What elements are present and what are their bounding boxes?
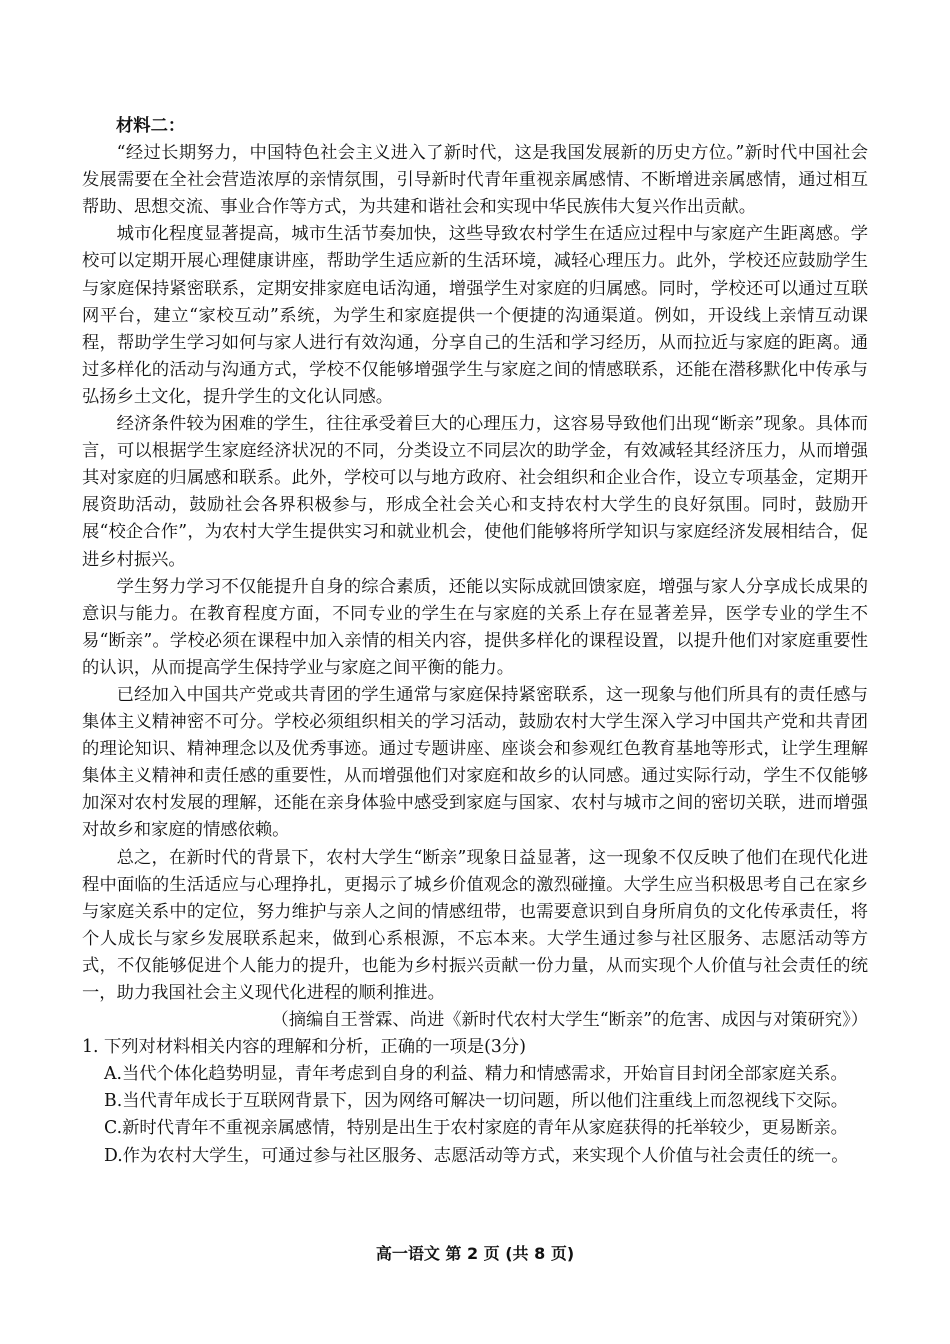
option-b-text: 当代青年成长于互联网背景下，因为网络可解决一切问题，所以他们注重线上而忽视线下交际。 — [122, 1091, 849, 1112]
paragraph-4: 学生努力学习不仅能提升自身的综合素质，还能以实际成就回馈家庭，增强与家人分享成长成果的意识与能力。在教育程度方面，不同专业的学生在与家庭的关系上存在显著差异，医学专业的学生不易“断亲”。学校必须在课程中加入亲情的相关内容，提供多样化的课程设置，以提升他们对家庭重要性的认识，从而提高学生保持学业与家庭之间平衡的能力。 — [82, 576, 868, 678]
option-d[interactable] — [104, 1143, 868, 1170]
option-d-text: 作为农村大学生，可通过参与社区服务、志愿活动等方式，来实现个人价值与社会责任的统一。 — [122, 1145, 849, 1166]
paragraph-3: 经济条件较为困难的学生，往往承受着巨大的心理压力，这容易导致他们出现“断亲”现象。具体而言，可以根据学生家庭经济状况的不同，分类设立不同层次的助学金，有效减轻其经济压力，从而增强其对家庭的归属感和联系。此外，学校可以与地方政府、社会组织和企业合作，设立专项基金，定期开展资助活动，鼓励社会各界积极参与，形成全社会关心和支持农村大学生的良好氛围。同时，鼓励开展“校企合作”，为农村大学生提供实习和就业机会，使他们能够将所学知识与家庭经济发展相结合，促进乡村振兴。 — [82, 414, 868, 570]
page-content — [82, 113, 868, 1170]
paragraph-6: 总之，在新时代的背景下，农村大学生“断亲”现象日益显著，这一现象不仅反映了他们在现代化进程中面临的生活适应与心理挣扎，更揭示了城乡价值观念的激烈碰撞。大学生应当积极思考自己在家乡与家庭关系中的定位，努力维护与亲人之间的情感纽带，也需要意识到自身所肩负的文化传承责任，将个人成长与家乡发展联系起来，做到心系根源，不忘本来。大学生通过参与社区服务、志愿活动等方式，不仅能够促进个人能力的提升，也能为乡村振兴贡献一份力量，从而实现个人价值与社会责任的统一，助力我国社会主义现代化进程的顺利推进。 — [82, 847, 868, 1003]
option-c-letter: C. — [104, 1118, 123, 1139]
option-d-letter: D. — [104, 1145, 123, 1166]
paragraph-2: 城市化程度显著提高，城市生活节奏加快，这些导致农村学生在适应过程中与家庭产生距离感。学校可以定期开展心理健康讲座，帮助学生适应新的生活环境，减轻心理压力。此外，学校还应鼓励学生与家庭保持紧密联系，定期安排家庭电话沟通，增强学生对家庭的归属感。同时，学校还可以通过互联网平台，建立“家校互动”系统，为学生和家庭提供一个便捷的沟通渠道。例如，开设线上亲情互动课程，帮助学生学习如何与家人进行有效沟通，分享自己的生活和学习经历，从而拉近与家庭的距离。通过多样化的活动与沟通方式，学校不仅能够增强学生与家庭之间的情感联系，还能在潜移默化中传承与弘扬乡土文化，提升学生的文化认同感。 — [82, 224, 868, 407]
option-b-letter: B. — [104, 1091, 123, 1112]
question-stem: 1. 下列对材料相关内容的理解和分析，正确的一项是(3分) — [82, 1037, 526, 1058]
option-a-letter: A. — [104, 1064, 122, 1085]
source-citation: （摘编自王誉霖、尚进《新时代农村大学生“断亲”的危害、成因与对策研究》） — [271, 1010, 868, 1031]
option-a[interactable] — [104, 1061, 868, 1088]
option-c[interactable] — [104, 1115, 868, 1142]
option-a-text: 当代个体化趋势明显，青年考虑到自身的利益、精力和情感需求，开始盲目封闭全部家庭关系。 — [121, 1064, 848, 1085]
page-footer: 高一语文 第 2 页 (共 8 页) — [375, 1244, 575, 1263]
paragraph-1: “经过长期努力，中国特色社会主义进入了新时代，这是我国发展新的历史方位。”新时代中国社会发展需要在全社会营造浓厚的亲情氛围，引导新时代青年重视亲属感情、不断增进亲属感情，通过相互帮助、思想交流、事业合作等方式，为共建和谐社会和实现中华民族伟大复兴作出贡献。 — [82, 143, 868, 218]
option-b[interactable] — [104, 1088, 868, 1115]
paragraph-5: 已经加入中国共产党或共青团的学生通常与家庭保持紧密联系，这一现象与他们所具有的责任感与集体主义精神密不可分。学校必须组织相关的学习活动，鼓励农村大学生深入学习中国共产党和共青团的理论知识、精神理念以及优秀事迹。通过专题讲座、座谈会和参观红色教育基地等形式，让学生理解集体主义精神和责任感的重要性，从而增强他们对家庭和故乡的认同感。通过实际行动，学生不仅能够加深对农村发展的理解，还能在亲身体验中感受到家庭与国家、农村与城市之间的密切关联，进而增强对故乡和家庭的情感依赖。 — [82, 684, 868, 841]
section-heading: 材料二： — [116, 116, 186, 136]
option-c-text: 新时代青年不重视亲属感情，特别是出生于农村家庭的青年从家庭获得的托举较少，更易断亲。 — [122, 1118, 848, 1139]
